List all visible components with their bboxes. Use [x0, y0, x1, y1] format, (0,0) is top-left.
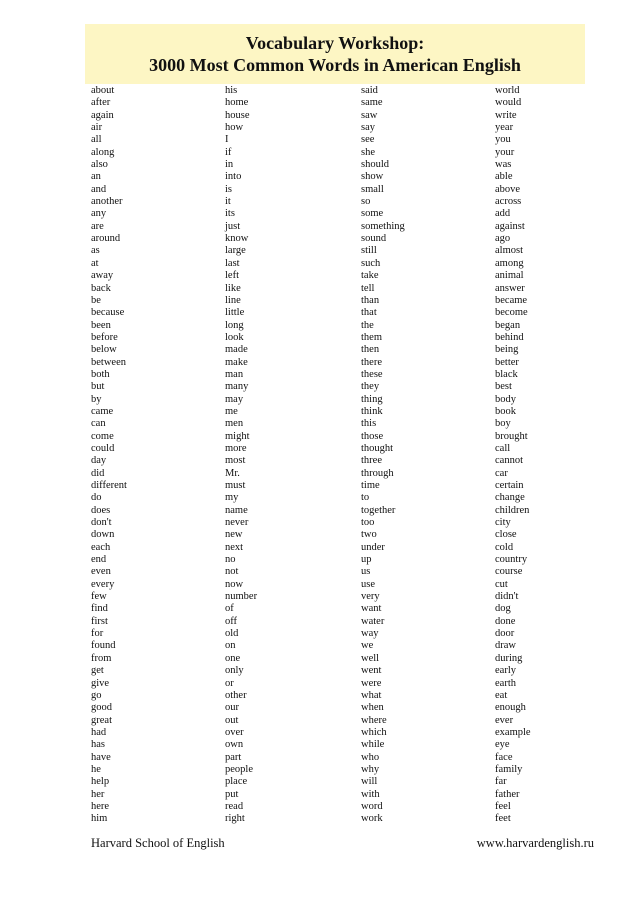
word-list-item: be [91, 294, 101, 306]
word-list-item: door [495, 628, 515, 640]
word-list-item: these [361, 368, 383, 380]
word-list-item: earth [495, 677, 516, 689]
word-list-item: cut [495, 578, 508, 590]
word-list-item: make [225, 356, 248, 368]
word-list-item: are [91, 220, 104, 232]
word-list-item: call [495, 442, 511, 454]
word-list-item: never [225, 517, 249, 529]
word-list-item: below [91, 344, 117, 356]
word-list-item: done [495, 615, 516, 627]
word-list-item: as [91, 245, 100, 257]
word-list-item: in [225, 159, 234, 171]
word-list-item: men [225, 418, 244, 430]
word-list-item: not [225, 566, 239, 578]
word-list-item: to [361, 492, 370, 504]
word-list-item: like [225, 282, 241, 294]
word-list-item: thing [361, 393, 383, 405]
word-list-item: know [225, 233, 249, 245]
word-list-item: something [361, 220, 405, 232]
word-list-item: help [91, 776, 110, 788]
word-list-item: other [225, 689, 247, 701]
word-list-item: is [225, 183, 233, 195]
word-list-item: some [361, 208, 384, 220]
word-list-item: which [361, 726, 387, 738]
word-list-item: found [91, 640, 116, 652]
word-list-item: who [361, 751, 380, 763]
word-list-item: if [225, 146, 232, 158]
word-list-item: eye [495, 739, 510, 751]
word-list-item: where [361, 714, 387, 726]
word-list-item: first [91, 615, 108, 627]
word-list-item: between [91, 356, 126, 368]
word-list-item: old [225, 628, 239, 640]
word-list-item: early [495, 665, 516, 677]
word-list-item: up [361, 554, 372, 566]
word-list-item: certain [495, 480, 524, 491]
word-list-item: different [91, 480, 127, 491]
word-list-item: last [225, 257, 240, 269]
word-list-item: find [91, 603, 108, 615]
word-list-item: after [91, 97, 111, 109]
word-list-item: next [225, 541, 244, 553]
word-list-item: were [361, 677, 382, 689]
word-list-item: line [225, 294, 241, 306]
word-list-item: few [91, 591, 107, 603]
word-list-item: most [225, 455, 246, 467]
word-list-item: give [91, 677, 110, 689]
word-list-item: world [495, 85, 520, 96]
word-list-item: he [91, 763, 101, 775]
word-list-item: should [361, 159, 390, 171]
word-list-item: him [91, 813, 108, 825]
word-list-item: place [225, 776, 248, 788]
word-list-item: people [225, 763, 253, 775]
word-list-item: but [91, 381, 105, 393]
word-list-item: being [495, 344, 519, 356]
word-list-item: ever [495, 714, 514, 726]
word-list-item: off [225, 615, 238, 627]
word-list-item: how [225, 122, 244, 134]
word-list-item: so [361, 196, 371, 208]
word-list-item: dog [495, 603, 511, 615]
word-list-item: city [495, 517, 511, 529]
word-list-item: its [225, 208, 235, 220]
word-list-item: our [225, 702, 239, 714]
word-list-item: or [225, 677, 234, 689]
word-list-item: here [91, 800, 110, 812]
word-list-item: sound [361, 233, 387, 245]
word-list-item: under [361, 541, 385, 553]
word-list-item: book [495, 405, 516, 417]
word-list-item: did [91, 467, 105, 479]
word-list-item: large [225, 245, 246, 257]
word-list-item: do [91, 492, 102, 504]
word-list-item: around [91, 233, 121, 245]
word-list-item: me [225, 405, 238, 417]
word-list-item: by [91, 393, 102, 405]
word-list-item: it [225, 196, 231, 208]
word-list-item: change [495, 492, 525, 504]
word-list-item: only [225, 665, 244, 677]
word-list-item: black [495, 368, 518, 380]
word-list-item: body [495, 393, 516, 405]
word-list-item: said [361, 85, 378, 96]
word-list-item: there [361, 356, 382, 368]
word-list-item: new [225, 529, 243, 541]
word-list-item: saw [361, 109, 378, 121]
word-list-item: come [91, 430, 114, 442]
word-list-item: when [361, 702, 384, 714]
word-list-item: time [361, 480, 380, 491]
word-list-item: get [91, 665, 104, 677]
word-list-item: the [361, 319, 374, 331]
word-list-item: family [495, 763, 523, 775]
word-list-item: tell [361, 282, 375, 294]
word-list-item: use [361, 578, 375, 590]
word-list-item: house [225, 109, 250, 121]
footer-website-link[interactable]: www.harvardenglish.ru [476, 836, 594, 850]
word-column-1 [91, 85, 221, 826]
word-column-4 [495, 85, 625, 826]
word-list-item: part [225, 751, 242, 763]
page-title-line-1: Vocabulary Workshop: [245, 33, 425, 53]
word-list-item: them [361, 331, 382, 343]
word-list-item: very [361, 591, 380, 603]
word-list-item: animal [495, 270, 524, 282]
word-list-item: more [225, 442, 247, 454]
word-list-item: brought [495, 430, 528, 442]
word-list-item: two [361, 529, 377, 541]
word-list-item: you [495, 134, 511, 146]
word-list-item: right [225, 813, 245, 825]
word-list-item: for [91, 628, 104, 640]
word-list-item: back [91, 282, 111, 294]
word-list-item: too [361, 517, 375, 529]
word-list-item: no [225, 554, 236, 566]
word-list-item: may [225, 393, 244, 405]
word-list-item: began [495, 319, 521, 331]
word-list-item: number [225, 591, 258, 603]
footer-school-name: Harvard School of English [91, 836, 225, 850]
word-list-item: feel [495, 800, 511, 812]
word-list-item: answer [495, 282, 525, 294]
word-list-item: own [225, 739, 244, 751]
word-list-item: any [91, 208, 107, 220]
word-list-item: could [91, 442, 115, 454]
word-list-item: went [361, 665, 382, 677]
word-list-item: because [91, 307, 125, 319]
word-list-item: might [225, 430, 250, 442]
word-list-item: then [361, 344, 380, 356]
word-list-item: among [495, 257, 524, 269]
word-list-item: home [225, 97, 249, 109]
word-list-item: go [91, 689, 102, 701]
word-list-item: will [361, 776, 378, 788]
word-list-item: able [495, 171, 513, 183]
word-list-item: same [361, 97, 383, 109]
word-list-item: face [495, 751, 513, 763]
word-list-item: out [225, 714, 239, 726]
word-list-item: didn't [495, 591, 519, 603]
word-list-item: small [361, 183, 384, 195]
word-list-item: each [91, 541, 111, 553]
word-list-item: take [361, 270, 379, 282]
word-list-item: don't [91, 517, 112, 529]
word-list-item: behind [495, 331, 524, 343]
word-list-item: became [495, 294, 528, 306]
title-band [85, 24, 585, 84]
word-list-item: Mr. [225, 467, 240, 479]
word-list-item: your [495, 146, 515, 158]
word-list-item: with [361, 788, 380, 800]
word-column-2 [225, 85, 355, 826]
word-list-item: write [495, 109, 517, 121]
word-list-item: long [225, 319, 244, 331]
word-list-item: she [361, 146, 375, 158]
word-list-item: look [225, 331, 244, 343]
word-list-item: had [91, 726, 107, 738]
word-list-item: enough [495, 702, 526, 714]
word-list-item: an [91, 171, 101, 183]
word-list-item: they [361, 381, 380, 393]
word-columns [0, 85, 638, 830]
word-list-item: far [495, 776, 507, 788]
word-list-item: away [91, 270, 114, 282]
word-list-item: work [361, 813, 383, 825]
word-list-item: such [361, 257, 381, 269]
word-list-item: word [361, 800, 383, 812]
word-list-item: than [361, 294, 380, 306]
word-list-item: best [495, 381, 512, 393]
word-list-item: that [361, 307, 377, 319]
word-list-item: eat [495, 689, 508, 701]
word-list-item: has [91, 739, 105, 751]
word-list-item: now [225, 578, 244, 590]
word-list-item: close [495, 529, 517, 541]
word-list-item: thought [361, 442, 394, 454]
word-list-item: little [225, 307, 245, 319]
word-list-item: almost [495, 245, 523, 257]
word-list-item: made [225, 344, 248, 356]
word-list-item: name [225, 504, 248, 516]
word-list-item: during [495, 652, 523, 664]
word-list-item: does [91, 504, 111, 516]
word-list-item: see [361, 134, 375, 146]
word-list-item: before [91, 331, 118, 343]
word-list-item: feet [495, 813, 511, 825]
word-list-item: would [495, 97, 522, 109]
word-list-item: my [225, 492, 239, 504]
word-list-item: course [495, 566, 523, 578]
word-list-item: this [361, 418, 377, 430]
word-list-item: why [361, 763, 380, 775]
word-list-item: also [91, 159, 108, 171]
word-list-item: again [91, 109, 114, 121]
word-list-item: came [91, 405, 114, 417]
word-list-item: her [91, 788, 105, 800]
word-list-item: every [91, 578, 115, 590]
word-list-item: air [91, 122, 103, 134]
page-title-line-2: 3000 Most Common Words in American English [149, 55, 521, 75]
word-list-item: through [361, 467, 394, 479]
word-list-item: end [91, 554, 107, 566]
word-list-item: against [495, 220, 525, 232]
word-list-item: us [361, 566, 371, 578]
word-list-item: while [361, 739, 385, 751]
word-list-item: what [361, 689, 382, 701]
word-list-item: cold [495, 541, 514, 553]
word-list-item: both [91, 368, 110, 380]
word-list-item: at [91, 257, 99, 269]
word-list-item: another [91, 196, 123, 208]
word-list-item: put [225, 788, 239, 800]
word-list-item: we [361, 640, 374, 652]
word-list-item: even [91, 566, 111, 578]
word-list-item: can [91, 418, 106, 430]
word-list-item: man [225, 368, 244, 380]
word-list-item: from [91, 652, 112, 664]
word-list-item: children [495, 504, 530, 516]
word-list-item: cannot [495, 455, 523, 467]
word-list-item: over [225, 726, 244, 738]
word-list-item: was [495, 159, 512, 171]
word-list-item: year [495, 122, 514, 134]
word-list-item: draw [495, 640, 516, 652]
word-list-item: all [91, 134, 102, 146]
word-list-item: about [91, 85, 115, 96]
word-list-item: across [495, 196, 522, 208]
word-list-item: father [495, 788, 520, 800]
word-list-item: day [91, 455, 107, 467]
word-list-item: into [225, 171, 242, 183]
word-list-item: on [225, 640, 236, 652]
word-list-item: just [225, 220, 241, 232]
word-list-item: together [361, 504, 396, 516]
word-list-item: I [225, 134, 229, 146]
word-list-item: read [225, 800, 244, 812]
word-list-item: ago [495, 233, 511, 245]
word-list-item: want [361, 603, 382, 615]
word-list-item: must [225, 480, 246, 491]
word-list-item: above [495, 183, 521, 195]
word-list-item: become [495, 307, 528, 319]
word-list-item: say [361, 122, 375, 134]
word-list-item: along [91, 146, 115, 158]
word-list-item: been [91, 319, 111, 331]
word-list-item: good [91, 702, 112, 714]
word-column-3 [361, 85, 491, 826]
word-list-item: and [91, 183, 107, 195]
word-list-item: three [361, 455, 382, 467]
word-list-item: those [361, 430, 384, 442]
word-list-item: well [361, 652, 380, 664]
word-list-item: boy [495, 418, 511, 430]
word-list-item: country [495, 554, 528, 566]
word-list-item: water [361, 615, 385, 627]
word-list-item: left [225, 270, 239, 282]
word-list-item: car [495, 467, 508, 479]
word-list-item: think [361, 405, 383, 417]
word-list-item: still [361, 245, 377, 257]
word-list-item: show [361, 171, 384, 183]
word-list-item: better [495, 356, 519, 368]
word-list-item: great [91, 714, 112, 726]
word-list-item: example [495, 726, 531, 738]
word-list-item: his [225, 85, 238, 96]
word-list-item: add [495, 208, 511, 220]
word-list-item: one [225, 652, 241, 664]
word-list-item: have [91, 751, 111, 763]
word-list-item: down [91, 529, 115, 541]
word-list-item: many [225, 381, 249, 393]
word-list-item: of [225, 603, 234, 615]
word-list-item: way [361, 628, 379, 640]
